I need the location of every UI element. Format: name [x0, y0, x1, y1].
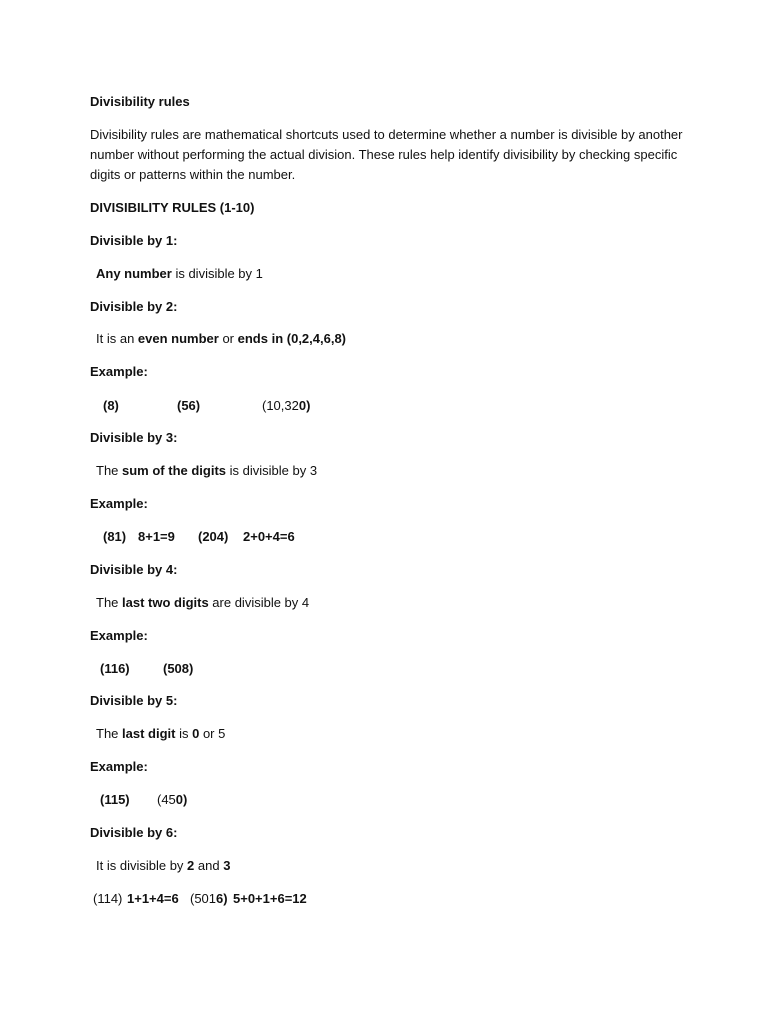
by6-rule-bold-2: 3	[223, 858, 231, 873]
by6-rule	[96, 857, 230, 875]
by6-rule-text-2: and	[194, 858, 224, 873]
by2-rule-bold-1: even number	[137, 331, 219, 346]
by3-example-label: Example:	[90, 496, 148, 511]
by4-rule-text-1: The	[96, 595, 123, 610]
intro-line-3: digits or patterns within the number.	[90, 167, 296, 182]
by6-example-2-sum: 5+0+1+6=12	[233, 891, 307, 906]
by2-example-3-bold: 0)	[298, 398, 311, 413]
by2-rule-text-1: It is an	[96, 331, 138, 346]
by5-rule-bold-1: last digit	[122, 726, 176, 741]
by3-rule	[96, 462, 317, 480]
by6-heading: Divisible by 6:	[90, 825, 178, 840]
by3-example-2-sum: 2+0+4=6	[243, 529, 295, 544]
by3-example-2: (204)	[198, 529, 229, 544]
by6-example-1-sum: 1+1+4=6	[127, 891, 179, 906]
by2-example-2: (56)	[177, 398, 201, 413]
by3-rule-bold: sum of the digits	[122, 463, 227, 478]
by3-rule-text-1: The	[96, 463, 123, 478]
by2-heading: Divisible by 2:	[90, 299, 178, 314]
by2-example-1: (8)	[103, 398, 119, 413]
doc-title: Divisibility rules	[90, 94, 190, 109]
by4-example-label: Example:	[90, 628, 148, 643]
by5-rule-text-2: is	[175, 726, 193, 741]
by2-example-3-normal: (10,32	[262, 398, 299, 413]
by6-example-2-normal: (501	[190, 891, 217, 906]
by5-example-2-bold: 0)	[175, 792, 188, 807]
by4-rule-bold: last two digits	[122, 595, 209, 610]
by5-rule	[96, 725, 225, 743]
by6-example-2-bold: 6)	[216, 891, 228, 906]
by2-rule-bold-2: ends in (0,2,4,6,8)	[237, 331, 347, 346]
by4-rule	[96, 594, 309, 612]
by6-rule-bold-1: 2	[187, 858, 195, 873]
by3-example-1: (81)	[103, 529, 127, 544]
by4-example-2: (508)	[163, 661, 194, 676]
by5-example-label: Example:	[90, 759, 148, 774]
by2-example-label: Example:	[90, 364, 148, 379]
by5-rule-text-3: or 5	[199, 726, 226, 741]
by1-heading: Divisible by 1:	[90, 233, 178, 248]
by4-heading: Divisible by 4:	[90, 562, 178, 577]
by4-example-1: (116)	[100, 661, 130, 676]
by5-example-2	[157, 791, 187, 809]
by2-rule	[96, 330, 346, 348]
rules-heading: DIVISIBILITY RULES (1-10)	[90, 200, 255, 215]
by5-heading: Divisible by 5:	[90, 693, 178, 708]
by5-rule-text-1: The	[96, 726, 123, 741]
intro-line-1: Divisibility rules are mathematical shortcuts used to determine whether a number is divisible by another	[90, 127, 683, 142]
by5-example-2-normal: (45	[157, 792, 176, 807]
by1-rule-bold: Any number	[96, 266, 172, 281]
by6-example-2	[190, 890, 228, 908]
by6-example-1: (114)	[93, 891, 123, 906]
by2-rule-text-2: or	[218, 331, 238, 346]
intro-line-2: number without performing the actual division. These rules help identify divisibility by checking specific	[90, 147, 678, 162]
by5-rule-bold-2: 0	[192, 726, 200, 741]
by3-rule-text-2: is divisible by 3	[226, 463, 318, 478]
by2-example-3	[262, 397, 310, 415]
by1-rule	[96, 265, 263, 283]
by3-heading: Divisible by 3:	[90, 430, 178, 445]
by4-rule-text-2: are divisible by 4	[208, 595, 310, 610]
by3-example-1-sum: 8+1=9	[138, 529, 175, 544]
by5-example-1: (115)	[100, 792, 130, 807]
by6-rule-text-1: It is divisible by	[96, 858, 188, 873]
by1-rule-text: is divisible by 1	[171, 266, 263, 281]
